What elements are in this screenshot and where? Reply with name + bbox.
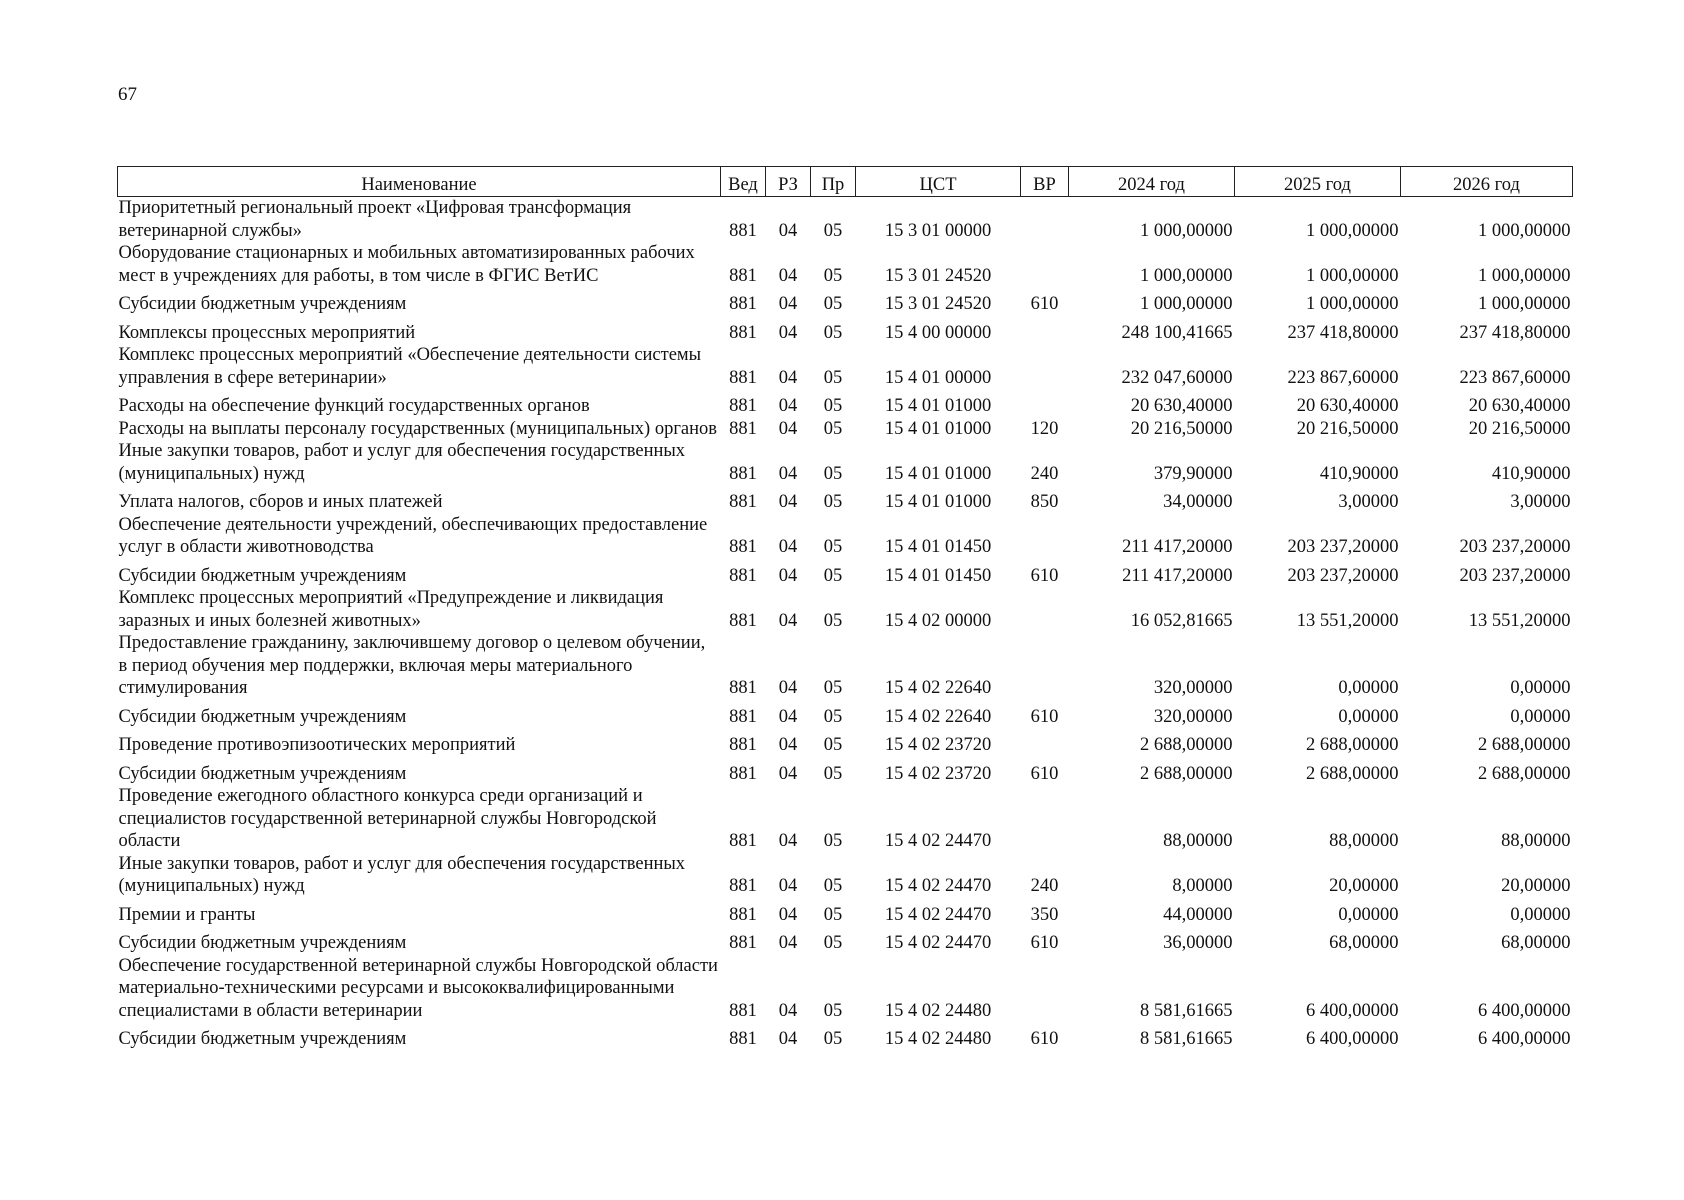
row-cst: 15 4 02 24480 <box>884 1029 992 1049</box>
row-2025: 20,00000 <box>1329 876 1399 896</box>
row-vr: 610 <box>1030 565 1059 586</box>
row-pr: 05 <box>823 396 843 416</box>
table-row <box>118 898 1573 927</box>
row-ved: 881 <box>729 565 757 586</box>
row-name: Иные закупки товаров, работ и услуг для обеспечения государственных (муниципальных) нужд <box>118 441 686 484</box>
row-name: Оборудование стационарных и мобильных автоматизированных рабочих мест в учреждениях для работы, в том числе в ФГИС ВетИС <box>118 243 695 286</box>
page-number: 67 <box>118 84 137 105</box>
row-2024: 1 000,00000 <box>1140 265 1233 286</box>
row-vr: 610 <box>1030 706 1059 727</box>
row-rz: 04 <box>778 876 798 896</box>
row-2026: 237 418,80000 <box>1459 322 1571 343</box>
row-name: Предоставление гражданину, заключившему договор о целевом обучении, в период обучения мер поддержки, включая меры материального стимулирования <box>118 633 706 698</box>
row-ved: 881 <box>729 1029 757 1049</box>
row-vr <box>1021 587 1069 632</box>
table-row <box>118 700 1573 729</box>
row-2024: 20 216,50000 <box>1130 418 1233 439</box>
row-ved: 881 <box>729 610 757 631</box>
row-vr <box>1021 389 1069 418</box>
row-rz: 04 <box>778 763 798 784</box>
row-2024: 379,90000 <box>1153 463 1233 484</box>
row-2025: 13 551,20000 <box>1296 610 1399 631</box>
table-row <box>118 559 1573 588</box>
row-cst: 15 4 02 22640 <box>884 706 992 727</box>
row-2025: 2 688,00000 <box>1306 763 1399 784</box>
row-2026: 20 216,50000 <box>1468 418 1571 439</box>
row-pr: 05 <box>823 876 843 896</box>
row-2024: 8 581,61665 <box>1140 1029 1233 1049</box>
table-row <box>118 514 1573 559</box>
row-cst: 15 3 01 24520 <box>884 294 992 314</box>
row-2026: 0,00000 <box>1510 678 1571 698</box>
row-pr: 05 <box>823 706 843 727</box>
row-ved: 881 <box>729 322 757 343</box>
row-rz: 04 <box>778 735 798 755</box>
row-2026: 2 688,00000 <box>1478 735 1571 755</box>
row-name: Проведение противоэпизоотических мероприятий <box>118 735 516 755</box>
row-cst: 15 4 01 01000 <box>884 463 992 484</box>
row-ved: 881 <box>729 265 757 286</box>
row-ved: 881 <box>729 492 757 512</box>
budget-table <box>117 166 1573 1051</box>
row-cst: 15 4 01 01450 <box>884 537 992 557</box>
row-2024: 88,00000 <box>1163 831 1233 851</box>
row-name: Субсидии бюджетным учреждениям <box>118 294 407 314</box>
row-2026: 0,00000 <box>1510 706 1571 727</box>
row-pr: 05 <box>823 294 843 314</box>
row-2024: 34,00000 <box>1163 492 1233 512</box>
row-rz: 04 <box>778 492 798 512</box>
row-pr: 05 <box>823 831 843 851</box>
row-name: Субсидии бюджетным учреждениям <box>118 933 407 953</box>
row-rz: 04 <box>778 933 798 953</box>
row-2025: 0,00000 <box>1338 904 1399 925</box>
row-pr: 05 <box>823 610 843 631</box>
row-2024: 1 000,00000 <box>1140 220 1233 241</box>
row-vr <box>1021 344 1069 389</box>
row-2025: 203 237,20000 <box>1287 565 1399 586</box>
table-row <box>118 1022 1573 1051</box>
row-rz: 04 <box>778 1000 798 1021</box>
row-vr <box>1021 197 1069 243</box>
row-2025: 1 000,00000 <box>1306 265 1399 286</box>
row-pr: 05 <box>823 367 843 388</box>
row-name: Расходы на выплаты персоналу государственных (муниципальных) органов <box>118 418 718 439</box>
row-cst: 15 4 02 00000 <box>884 610 992 631</box>
row-rz: 04 <box>778 294 798 314</box>
row-cst: 15 4 02 24470 <box>884 904 992 925</box>
row-vr: 610 <box>1030 933 1059 953</box>
row-2026: 203 237,20000 <box>1459 565 1571 586</box>
table-row <box>118 418 1573 441</box>
row-pr: 05 <box>823 565 843 586</box>
row-2026: 88,00000 <box>1501 831 1571 851</box>
row-2024: 248 100,41665 <box>1121 322 1233 343</box>
row-pr: 05 <box>823 735 843 755</box>
row-2025: 0,00000 <box>1338 706 1399 727</box>
row-ved: 881 <box>729 1000 757 1021</box>
row-pr: 05 <box>823 904 843 925</box>
row-2025: 88,00000 <box>1329 831 1399 851</box>
row-ved: 881 <box>729 294 757 314</box>
row-name: Расходы на обеспечение функций государственных органов <box>118 396 590 416</box>
row-rz: 04 <box>778 610 798 631</box>
table-row <box>118 926 1573 955</box>
header-ved: Вед <box>721 167 766 197</box>
row-2026: 6 400,00000 <box>1478 1000 1571 1021</box>
row-2025: 223 867,60000 <box>1287 367 1399 388</box>
row-rz: 04 <box>778 463 798 484</box>
row-rz: 04 <box>778 537 798 557</box>
table-row <box>118 632 1573 700</box>
row-ved: 881 <box>729 463 757 484</box>
row-cst: 15 4 01 01000 <box>884 396 992 416</box>
row-ved: 881 <box>729 537 757 557</box>
row-2024: 8 581,61665 <box>1140 1000 1233 1021</box>
row-ved: 881 <box>729 220 757 241</box>
row-2026: 3,00000 <box>1510 492 1571 512</box>
row-2024: 2 688,00000 <box>1140 735 1233 755</box>
row-pr: 05 <box>823 265 843 286</box>
row-cst: 15 4 00 00000 <box>884 322 992 343</box>
row-rz: 04 <box>778 220 798 241</box>
row-2025: 2 688,00000 <box>1306 735 1399 755</box>
row-vr: 610 <box>1030 1029 1059 1049</box>
row-name: Проведение ежегодного областного конкурса среди организаций и специалистов государственной ветеринарной службы Новгородской области <box>118 786 657 851</box>
row-ved: 881 <box>729 418 757 439</box>
row-cst: 15 3 01 24520 <box>884 265 992 286</box>
row-rz: 04 <box>778 678 798 698</box>
row-2024: 320,00000 <box>1153 678 1233 698</box>
row-pr: 05 <box>823 463 843 484</box>
row-rz: 04 <box>778 904 798 925</box>
row-vr <box>1021 316 1069 345</box>
row-name: Уплата налогов, сборов и иных платежей <box>118 492 443 512</box>
row-name: Субсидии бюджетным учреждениям <box>118 1029 407 1049</box>
row-ved: 881 <box>729 933 757 953</box>
row-2024: 20 630,40000 <box>1130 396 1233 416</box>
row-name: Обеспечение государственной ветеринарной службы Новгородской области материально-техническими ресурсами и высококвалифицированными специалистами в области ветеринарии <box>118 955 718 1021</box>
row-name: Иные закупки товаров, работ и услуг для обеспечения государственных (муниципальных) нужд <box>118 853 686 896</box>
row-cst: 15 4 02 24480 <box>884 1000 992 1021</box>
table-body <box>118 197 1573 1051</box>
row-vr: 240 <box>1030 463 1059 484</box>
row-2025: 1 000,00000 <box>1306 294 1399 314</box>
row-pr: 05 <box>823 537 843 557</box>
row-name: Комплекс процессных мероприятий «Обеспечение деятельности системы управления в сфере ветеринарии» <box>118 345 702 388</box>
row-2024: 211 417,20000 <box>1122 565 1233 586</box>
row-pr: 05 <box>823 1000 843 1021</box>
row-vr <box>1021 955 1069 1023</box>
row-2024: 8,00000 <box>1172 876 1233 896</box>
row-2025: 6 400,00000 <box>1306 1000 1399 1021</box>
row-rz: 04 <box>778 831 798 851</box>
row-rz: 04 <box>778 396 798 416</box>
row-2026: 1 000,00000 <box>1478 265 1571 286</box>
row-ved: 881 <box>729 831 757 851</box>
row-pr: 05 <box>823 933 843 953</box>
row-vr <box>1021 242 1069 287</box>
header-2024: 2024 год <box>1069 167 1235 197</box>
row-2024: 211 417,20000 <box>1122 537 1233 557</box>
row-vr: 610 <box>1030 763 1059 784</box>
row-cst: 15 4 02 24470 <box>884 933 992 953</box>
row-rz: 04 <box>778 322 798 343</box>
row-cst: 15 4 02 24470 <box>884 876 992 896</box>
header-rz: РЗ <box>766 167 811 197</box>
row-2026: 0,00000 <box>1510 904 1571 925</box>
row-pr: 05 <box>823 678 843 698</box>
row-2025: 410,90000 <box>1319 463 1399 484</box>
row-ved: 881 <box>729 876 757 896</box>
table-row <box>118 785 1573 853</box>
row-2025: 0,00000 <box>1338 678 1399 698</box>
header-vr: ВР <box>1021 167 1069 197</box>
row-vr <box>1021 514 1069 559</box>
row-2024: 36,00000 <box>1163 933 1233 953</box>
row-cst: 15 4 01 01000 <box>884 418 992 439</box>
row-name: Премии и гранты <box>118 904 256 925</box>
table-row <box>118 728 1573 757</box>
row-cst: 15 4 02 24470 <box>884 831 992 851</box>
row-ved: 881 <box>729 706 757 727</box>
table-row <box>118 197 1573 243</box>
row-2025: 68,00000 <box>1329 933 1399 953</box>
row-2024: 232 047,60000 <box>1121 367 1233 388</box>
row-vr: 610 <box>1030 294 1059 314</box>
row-2026: 203 237,20000 <box>1459 537 1571 557</box>
row-cst: 15 4 01 01450 <box>884 565 992 586</box>
row-name: Обеспечение деятельности учреждений, обеспечивающих предоставление услуг в области животноводства <box>118 514 708 557</box>
row-ved: 881 <box>729 678 757 698</box>
row-rz: 04 <box>778 706 798 727</box>
row-2026: 13 551,20000 <box>1468 610 1571 631</box>
row-vr <box>1021 785 1069 853</box>
row-2026: 410,90000 <box>1491 463 1571 484</box>
row-2024: 2 688,00000 <box>1140 763 1233 784</box>
row-vr: 120 <box>1030 418 1059 439</box>
row-pr: 05 <box>823 763 843 784</box>
row-name: Субсидии бюджетным учреждениям <box>118 565 407 586</box>
row-name: Приоритетный региональный проект «Цифровая трансформация ветеринарной службы» <box>118 198 632 241</box>
row-name: Комплексы процессных мероприятий <box>118 322 416 343</box>
row-cst: 15 4 02 22640 <box>884 678 992 698</box>
row-cst: 15 4 02 23720 <box>884 763 992 784</box>
header-2025: 2025 год <box>1235 167 1401 197</box>
header-row <box>118 167 1573 197</box>
row-rz: 04 <box>778 418 798 439</box>
table-row <box>118 955 1573 1023</box>
row-2026: 1 000,00000 <box>1478 294 1571 314</box>
row-2025: 20 630,40000 <box>1296 396 1399 416</box>
row-2024: 1 000,00000 <box>1140 294 1233 314</box>
row-vr <box>1021 728 1069 757</box>
row-rz: 04 <box>778 367 798 388</box>
header-pr: Пр <box>811 167 856 197</box>
row-2026: 6 400,00000 <box>1478 1029 1571 1049</box>
row-2025: 6 400,00000 <box>1306 1029 1399 1049</box>
row-name: Субсидии бюджетным учреждениям <box>118 763 407 784</box>
header-cst: ЦСТ <box>856 167 1021 197</box>
row-ved: 881 <box>729 396 757 416</box>
row-rz: 04 <box>778 265 798 286</box>
row-2025: 1 000,00000 <box>1306 220 1399 241</box>
row-pr: 05 <box>823 322 843 343</box>
row-vr: 850 <box>1030 492 1059 512</box>
row-ved: 881 <box>729 367 757 388</box>
row-vr: 240 <box>1030 876 1059 896</box>
row-vr: 350 <box>1030 904 1059 925</box>
table-row <box>118 485 1573 514</box>
row-pr: 05 <box>823 220 843 241</box>
header-name: Наименование <box>118 167 721 197</box>
row-pr: 05 <box>823 492 843 512</box>
table-row <box>118 440 1573 485</box>
table-row <box>118 344 1573 389</box>
row-ved: 881 <box>729 763 757 784</box>
row-pr: 05 <box>823 1029 843 1049</box>
row-2026: 223 867,60000 <box>1459 367 1571 388</box>
table-row <box>118 757 1573 786</box>
row-2025: 203 237,20000 <box>1287 537 1399 557</box>
row-rz: 04 <box>778 565 798 586</box>
row-2026: 2 688,00000 <box>1478 763 1571 784</box>
row-rz: 04 <box>778 1029 798 1049</box>
row-ved: 881 <box>729 735 757 755</box>
row-2026: 20 630,40000 <box>1468 396 1571 416</box>
row-ved: 881 <box>729 904 757 925</box>
table-row <box>118 287 1573 316</box>
row-cst: 15 4 01 01000 <box>884 492 992 512</box>
row-cst: 15 4 02 23720 <box>884 735 992 755</box>
row-cst: 15 3 01 00000 <box>884 220 992 241</box>
table-row <box>118 316 1573 345</box>
table-row <box>118 587 1573 632</box>
row-2026: 20,00000 <box>1501 876 1571 896</box>
row-name: Субсидии бюджетным учреждениям <box>118 706 407 727</box>
table-row <box>118 242 1573 287</box>
table-row <box>118 853 1573 898</box>
table-row <box>118 389 1573 418</box>
row-2026: 1 000,00000 <box>1478 220 1571 241</box>
row-2025: 3,00000 <box>1338 492 1399 512</box>
row-2026: 68,00000 <box>1501 933 1571 953</box>
row-2025: 237 418,80000 <box>1287 322 1399 343</box>
row-vr <box>1021 632 1069 700</box>
row-2025: 20 216,50000 <box>1296 418 1399 439</box>
row-pr: 05 <box>823 418 843 439</box>
row-2024: 44,00000 <box>1163 904 1233 925</box>
row-2024: 320,00000 <box>1153 706 1233 727</box>
header-2026: 2026 год <box>1401 167 1573 197</box>
row-2024: 16 052,81665 <box>1130 610 1233 631</box>
row-cst: 15 4 01 00000 <box>884 367 992 388</box>
row-name: Комплекс процессных мероприятий «Предупреждение и ликвидация заразных и иных болезней животных» <box>118 588 664 631</box>
